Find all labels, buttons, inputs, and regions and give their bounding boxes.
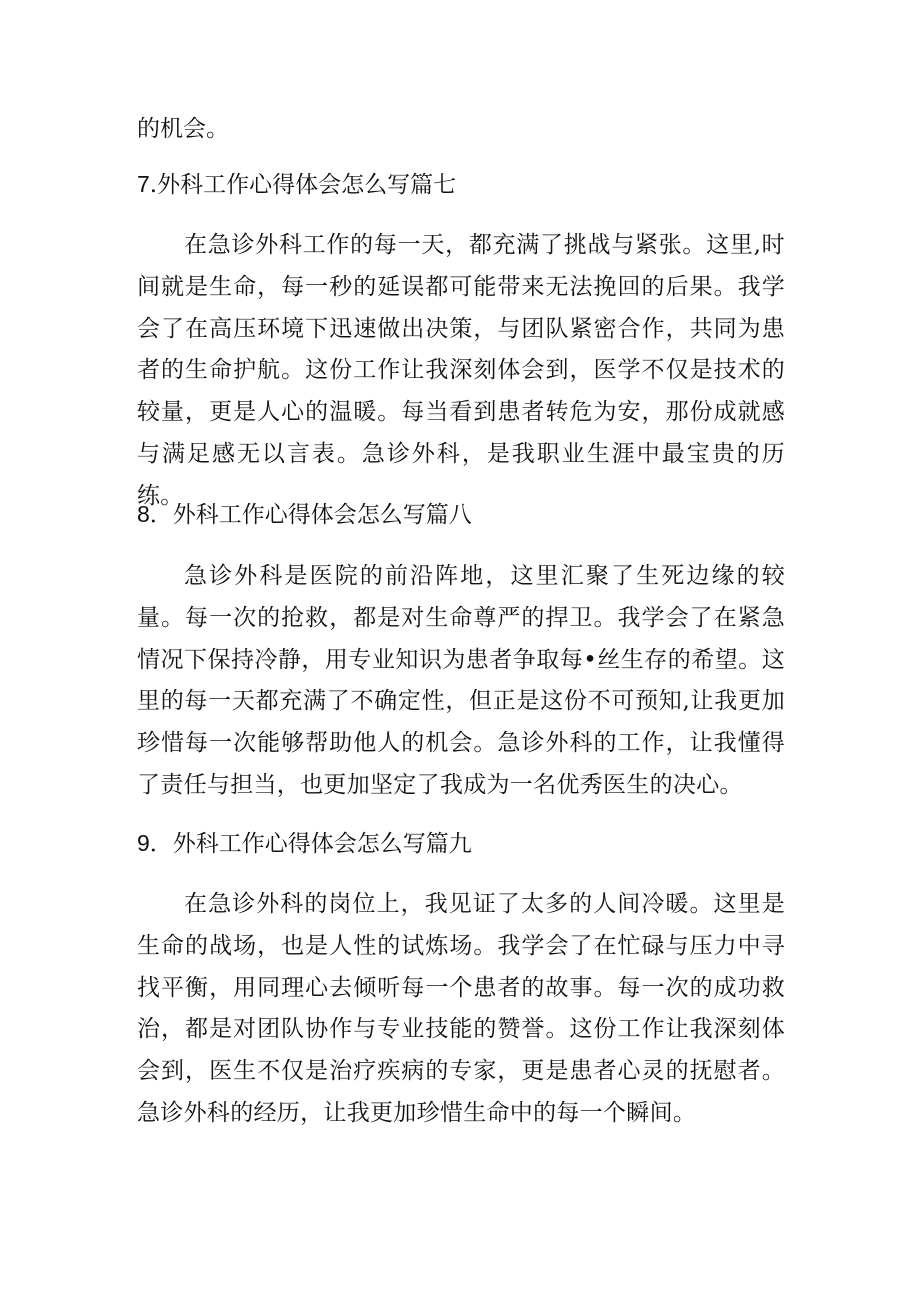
section-title: .外科工作心得体会怎么写篇七 xyxy=(149,172,457,198)
section-number: 7 xyxy=(137,171,150,197)
section-number: 8 xyxy=(137,501,150,527)
section-body-7: 在急诊外科工作的每一天，都充满了挑战与紧张。这里,时间就是生命，每一秒的延误都可能带来无法挽回的后果。我学会了在高压环境下迅速做出决策，与团队紧密合作，共同为患者的生命护航。这份工作让我深刻体会到，医学不仅是技术的较量，更是人心的温暖。每当看到患者转危为安，那份成就感与满足感无以言表。急诊外科，是我职业生涯中最宝贵的历练。 xyxy=(137,232,785,509)
section-body-8: 急诊外科是医院的前沿阵地，这里汇聚了生死边缘的较量。每一次的抢救，都是对生命尊严的捍卫。我学会了在紧急情况下保持冷静，用专业知识为患者争取每•丝生存的希望。这里的每一天都充满了不确定性，但正是这份不可预知,让我更加珍惜每一次能够帮助他人的机会。急诊外科的工作，让我懂得了责任与担当，也更加坚定了我成为一名优秀医生的决心。 xyxy=(137,563,785,798)
section-number: 9 xyxy=(137,830,150,856)
section-title: ．外科工作心得体会怎么写篇八 xyxy=(149,502,472,528)
section-title: ．外科工作心得体会怎么写篇九 xyxy=(149,831,472,857)
section-body-9: 在急诊外科的岗位上，我见证了太多的人间冷暖。这里是生命的战场，也是人性的试炼场。我学会了在忙碌与压力中寻找平衡，用同理心去倾听每一个患者的故事。每一次的成功救治，都是对团队协作与专业技能的赞誉。这份工作让我深刻体会到，医生不仅是治疗疾病的专家，更是患者心灵的抚慰者。急诊外科的经历，让我更加珍惜生命中的每一个瞬间。 xyxy=(137,891,785,1126)
section-heading-8 xyxy=(137,503,472,527)
section-heading-7 xyxy=(137,173,456,197)
section-heading-9 xyxy=(137,832,472,856)
continuation-text: 的机会。 xyxy=(137,116,229,142)
